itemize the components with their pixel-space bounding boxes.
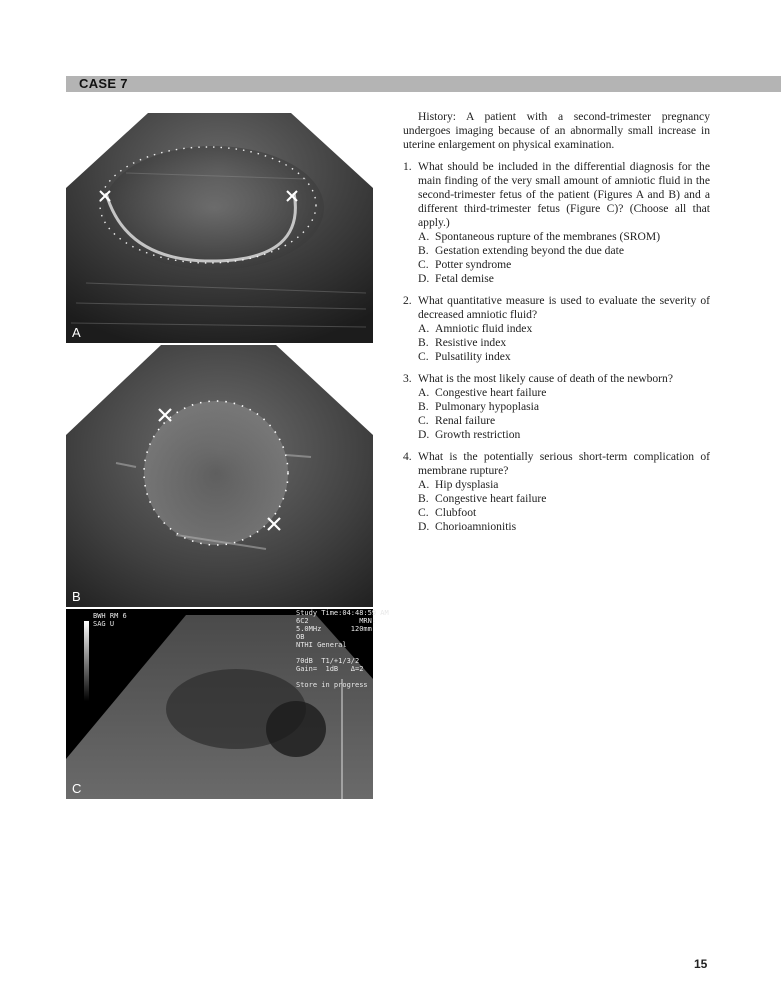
option-item bbox=[418, 400, 710, 414]
option-text: Pulmonary hypoplasia bbox=[435, 400, 540, 413]
option-item bbox=[418, 386, 710, 400]
question-text: What should be included in the differential diagnosis for the main finding of the very small amount of amniotic fluid in the second-trimester fetus of the patient (Figures A and B) and a different third-trimester fetus (Figure C)? (Choose all that apply.) bbox=[418, 160, 710, 229]
case-text-column bbox=[403, 110, 710, 542]
option-letter: A. bbox=[418, 322, 430, 335]
figure-b-label: B bbox=[72, 589, 81, 604]
option-text: Hip dysplasia bbox=[435, 478, 499, 491]
option-text: Clubfoot bbox=[435, 506, 477, 519]
option-letter: A. bbox=[418, 230, 430, 243]
case-label: CASE 7 bbox=[79, 76, 128, 91]
option-item bbox=[418, 230, 710, 244]
option-item bbox=[418, 258, 710, 272]
option-text: Resistive index bbox=[435, 336, 507, 349]
question-3 bbox=[403, 372, 710, 442]
option-text: Congestive heart failure bbox=[435, 386, 547, 399]
figure-c-label: C bbox=[72, 781, 82, 796]
option-letter: B. bbox=[418, 244, 429, 257]
case-header-bar bbox=[66, 76, 781, 92]
question-text: What quantitative measure is used to evaluate the severity of decreased amniotic fluid? bbox=[418, 294, 710, 321]
option-text: Congestive heart failure bbox=[435, 492, 547, 505]
option-item bbox=[418, 414, 710, 428]
option-text: Potter syndrome bbox=[435, 258, 512, 271]
option-letter: C. bbox=[418, 414, 429, 427]
question-number: 4. bbox=[403, 450, 412, 463]
ultrasound-figure-c bbox=[66, 609, 389, 799]
options-list bbox=[403, 230, 710, 286]
option-letter: C. bbox=[418, 506, 429, 519]
options-list bbox=[403, 322, 710, 364]
option-letter: A. bbox=[418, 386, 430, 399]
option-letter: A. bbox=[418, 478, 430, 491]
option-letter: D. bbox=[418, 428, 430, 441]
figure-c-overlay-left: BWH RM 6 SAG U bbox=[93, 612, 127, 628]
ultrasound-figure-a bbox=[66, 113, 373, 343]
option-item bbox=[418, 350, 710, 364]
question-2 bbox=[403, 294, 710, 364]
option-text: Renal failure bbox=[435, 414, 496, 427]
option-item bbox=[418, 428, 710, 442]
ultrasound-image-b bbox=[66, 345, 373, 607]
option-text: Chorioamnionitis bbox=[435, 520, 517, 533]
option-item bbox=[418, 272, 710, 286]
question-number: 1. bbox=[403, 160, 412, 173]
option-item bbox=[418, 520, 710, 534]
option-letter: D. bbox=[418, 272, 430, 285]
option-text: Pulsatility index bbox=[435, 350, 511, 363]
question-4 bbox=[403, 450, 710, 534]
option-letter: B. bbox=[418, 400, 429, 413]
option-item bbox=[418, 506, 710, 520]
option-letter: C. bbox=[418, 350, 429, 363]
option-item bbox=[418, 322, 710, 336]
option-letter: C. bbox=[418, 258, 429, 271]
option-item bbox=[418, 492, 710, 506]
option-letter: B. bbox=[418, 492, 429, 505]
history-paragraph: History: A patient with a second-trimester pregnancy undergoes imaging because of an abnormally small increase in uterine enlargement on physical examination. bbox=[403, 110, 710, 151]
option-item bbox=[418, 244, 710, 258]
option-text: Spontaneous rupture of the membranes (SROM) bbox=[435, 230, 661, 243]
question-1 bbox=[403, 160, 710, 286]
option-item bbox=[418, 336, 710, 350]
option-text: Growth restriction bbox=[435, 428, 521, 441]
question-text: What is the potentially serious short-term complication of membrane rupture? bbox=[418, 450, 710, 477]
question-number: 2. bbox=[403, 294, 412, 307]
question-number: 3. bbox=[403, 372, 412, 385]
figure-c-overlay-right: Study Time:04:48:59 AM 6C2 MRN: 5.0MHz 120mm OB NTHI General 70dB T1/+1/3/2 Gain= 1dB Δ=2 Store in progress bbox=[296, 609, 389, 689]
option-text: Gestation extending beyond the due date bbox=[435, 244, 624, 257]
ultrasound-image-a bbox=[66, 113, 373, 343]
ultrasound-figure-b bbox=[66, 345, 373, 607]
option-letter: B. bbox=[418, 336, 429, 349]
page-number: 15 bbox=[694, 957, 708, 971]
option-text: Fetal demise bbox=[435, 272, 494, 285]
question-text: What is the most likely cause of death of the newborn? bbox=[418, 372, 673, 385]
option-item bbox=[418, 478, 710, 492]
option-letter: D. bbox=[418, 520, 430, 533]
option-text: Amniotic fluid index bbox=[435, 322, 533, 335]
options-list bbox=[403, 478, 710, 534]
options-list bbox=[403, 386, 710, 442]
figure-a-label: A bbox=[72, 325, 81, 340]
